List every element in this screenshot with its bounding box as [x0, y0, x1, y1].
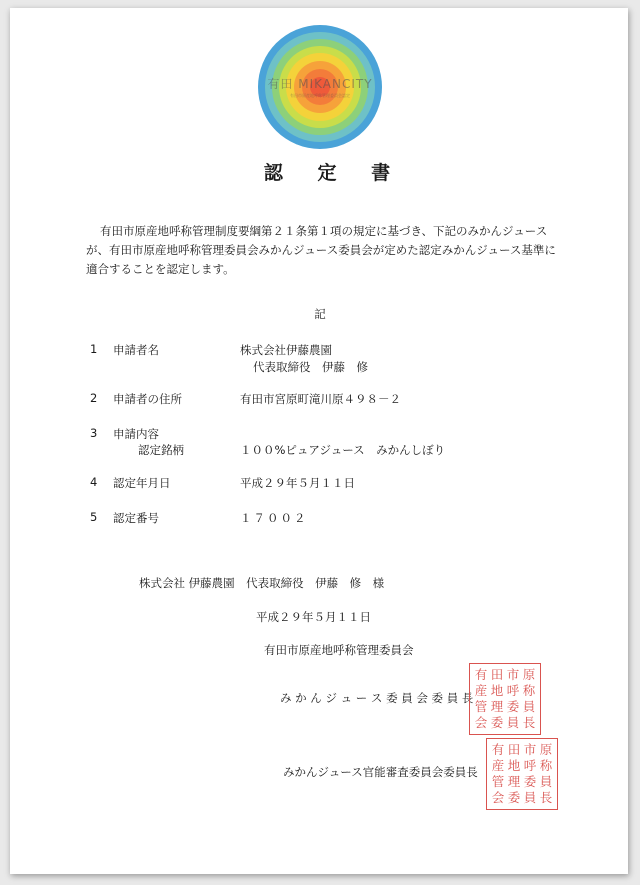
seal-glyph: 長 [539, 790, 553, 805]
seal-glyph: 員 [522, 699, 536, 714]
seal-glyph: 員 [523, 790, 537, 805]
issue-date: 平成２９年５月１１日 [256, 610, 371, 624]
item-number-1: 1 [90, 342, 98, 356]
item-number-3: 3 [90, 426, 98, 440]
seal-glyph: 田 [507, 742, 521, 757]
mikan-city-logo [255, 22, 385, 152]
issuer-name: 有田市原産地呼称管理委員会 [264, 643, 414, 657]
certification-date: 平成２９年５月１１日 [240, 476, 355, 490]
applicant-address: 有田市宮原町滝川原４９８－２ [240, 392, 401, 406]
applicant-representative: 代表取締役 伊藤 修 [253, 360, 368, 374]
red-seal-stamp-2 [486, 738, 558, 810]
seal-glyph: 委 [507, 790, 521, 805]
seal-glyph: 地 [507, 758, 521, 773]
intro-paragraph: 有田市原産地呼称管理制度要綱第２１条第１項の規定に基づき、下記のみかんジュースが、有田市原産地呼称管理委員会みかんジュース委員会が定めた認定みかんジュース基準に適合することを認定します。 [86, 224, 556, 276]
seal-glyph: 呼 [523, 758, 537, 773]
seal-glyph: 会 [474, 715, 488, 730]
seal-glyph: 原 [539, 742, 553, 757]
item-number-2: 2 [90, 391, 98, 405]
certified-brand: １００%ピュアジュース みかんしぼり [240, 443, 446, 457]
seal-glyph: 産 [491, 758, 505, 773]
signer-juice-committee: み か ん ジ ュ ー ス 委 員 会 委 員 長 [280, 691, 474, 705]
seal-glyph: 長 [522, 715, 536, 730]
seal-glyph: 地 [490, 683, 504, 698]
item-label-content: 申請内容 [113, 427, 159, 441]
seal-glyph: 員 [506, 715, 520, 730]
seal-glyph: 有 [474, 667, 488, 682]
seal-glyph: 管 [491, 774, 505, 789]
seal-glyph: 委 [523, 774, 537, 789]
item-number-5: 5 [90, 510, 98, 524]
seal-glyph: 田 [490, 667, 504, 682]
seal-glyph: 委 [506, 699, 520, 714]
addressee: 株式会社 伊藤農園 代表取締役 伊藤 修 様 [139, 576, 385, 590]
seal-glyph: 有 [491, 742, 505, 757]
seal-glyph: 市 [506, 667, 520, 682]
seal-glyph: 呼 [506, 683, 520, 698]
seal-glyph: 原 [522, 667, 536, 682]
applicant-company: 株式会社伊藤農園 [240, 343, 332, 357]
seal-glyph: 称 [522, 683, 536, 698]
logo-subtext: 有田市原産地呼称管理委員会認定 [290, 93, 350, 98]
item-number-4: 4 [90, 475, 98, 489]
seal-glyph: 理 [490, 699, 504, 714]
item-label-brand: 認定銘柄 [138, 443, 184, 457]
seal-glyph: 会 [491, 790, 505, 805]
item-label-number: 認定番号 [113, 511, 159, 525]
ki-heading: 記 [314, 307, 326, 321]
logo-text: 有田 MIKANCITY [267, 77, 373, 91]
certification-number: １７００２ [240, 511, 308, 525]
item-label-address: 申請者の住所 [113, 392, 182, 406]
seal-glyph: 産 [474, 683, 488, 698]
item-label-date: 認定年月日 [113, 476, 171, 490]
seal-glyph: 管 [474, 699, 488, 714]
item-label-applicant: 申請者名 [113, 343, 159, 357]
signer-sensory-committee: みかんジュース官能審査委員会委員長 [283, 765, 478, 779]
seal-glyph: 市 [523, 742, 537, 757]
document-title: 認 定 書 [263, 162, 405, 184]
seal-glyph: 称 [539, 758, 553, 773]
seal-glyph: 員 [539, 774, 553, 789]
seal-glyph: 委 [490, 715, 504, 730]
seal-glyph: 理 [507, 774, 521, 789]
red-seal-stamp-1 [469, 663, 541, 735]
